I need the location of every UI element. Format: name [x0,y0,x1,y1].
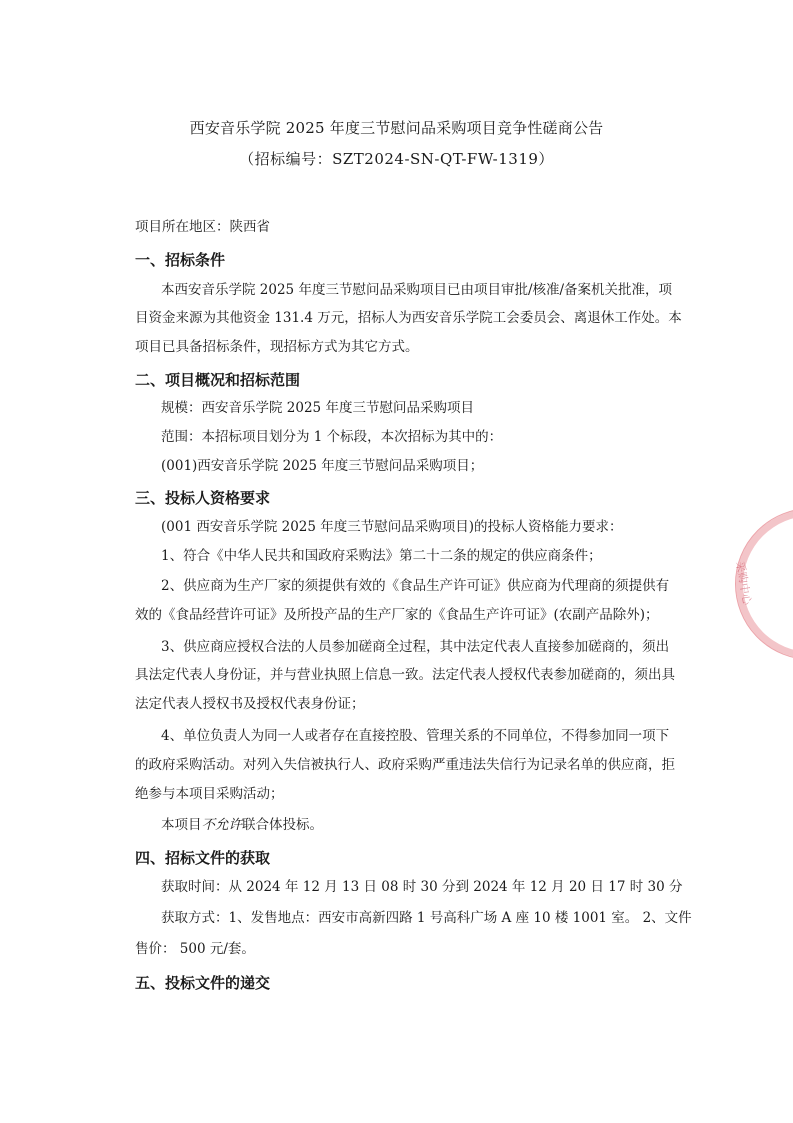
s1-paragraph-line-3: 项目已具备招标条件，现招标方式为其它方式。 [135,339,419,355]
s3-req-2-line-2: 效的《食品经营许可证》及所投产品的生产厂家的《食品生产许可证》(农副产品除外)； [135,607,659,623]
joint-bid-suffix: 联合体投标。 [242,817,323,833]
seal-text: 采购中心 [733,560,754,606]
s4-acquire-method-line-2: 售价： 500 元/套。 [135,941,255,957]
section-1-heading: 一、招标条件 [135,251,226,269]
joint-bid-emphasis: 不允许 [201,817,242,833]
section-4-heading: 四、招标文件的获取 [135,849,271,867]
s3-req-4-line-1: 4、单位负责人为同一人或者存在直接控股、管理关系的不同单位，不得参加同一项下 [161,728,670,744]
s2-scope: 范围：本招标项目划分为 1 个标段，本次招标为其中的： [161,429,503,445]
s3-req-4-line-3: 绝参与本项目采购活动； [135,786,284,802]
section-3-heading: 三、投标人资格要求 [135,489,271,507]
s4-acquire-method-line-1: 获取方式：1、发售地点：西安市高新四路 1 号高科广场 A 座 10 楼 1001 室。 2、文件 [161,910,692,926]
s3-intro: (001 西安音乐学院 2025 年度三节慰问品采购项目)的投标人资格能力要求： [161,519,623,535]
s4-acquire-time: 获取时间：从 2024 年 12 月 13 日 08 时 30 分到 2024 年 12 月 20 日 17 时 30 分 [161,879,683,895]
project-region: 项目所在地区：陕西省 [135,219,270,235]
joint-bid-prefix: 本项目 [161,817,202,833]
s3-req-3-line-1: 3、供应商应授权合法的人员参加磋商全过程，其中法定代表人直接参加磋商的，须出 [161,639,670,655]
s1-paragraph-line-1: 本西安音乐学院 2025 年度三节慰问品采购项目已由项目审批/核准/备案机关批准，项 [161,282,673,298]
s1-paragraph-line-2: 目资金来源为其他资金 131.4 万元，招标人为西安音乐学院工会委员会、离退休工作处。本 [135,310,682,326]
s2-lot: (001)西安音乐学院 2025 年度三节慰问品采购项目； [161,458,484,474]
s3-req-2-line-1: 2、供应商为生产厂家的须提供有效的《食品生产许可证》供应商为代理商的须提供有 [161,578,670,594]
document-title: 西安音乐学院 2025 年度三节慰问品采购项目竞争性磋商公告 [189,119,604,137]
s3-req-3-line-2: 具法定代表人身份证，并与营业执照上信息一致。法定代表人授权代表参加磋商的，须出具 [135,667,675,683]
s3-req-4-line-2: 的政府采购活动。对列入失信被执行人、政府采购严重违法失信行为记录名单的供应商，拒 [135,757,675,773]
section-2-heading: 二、项目概况和招标范围 [135,371,301,389]
s3-req-3-line-3: 法定代表人授权书及授权代表身份证； [135,696,365,712]
s3-joint-bid-note [161,816,323,834]
s3-req-1: 1、符合《中华人民共和国政府采购法》第二十二条的规定的供应商条件； [161,548,602,564]
tender-code: （招标编号：SZT2024-SN-QT-FW-1319） [239,150,554,168]
s2-scale: 规模：西安音乐学院 2025 年度三节慰问品采购项目 [161,400,474,416]
section-5-heading: 五、投标文件的递交 [135,974,271,992]
